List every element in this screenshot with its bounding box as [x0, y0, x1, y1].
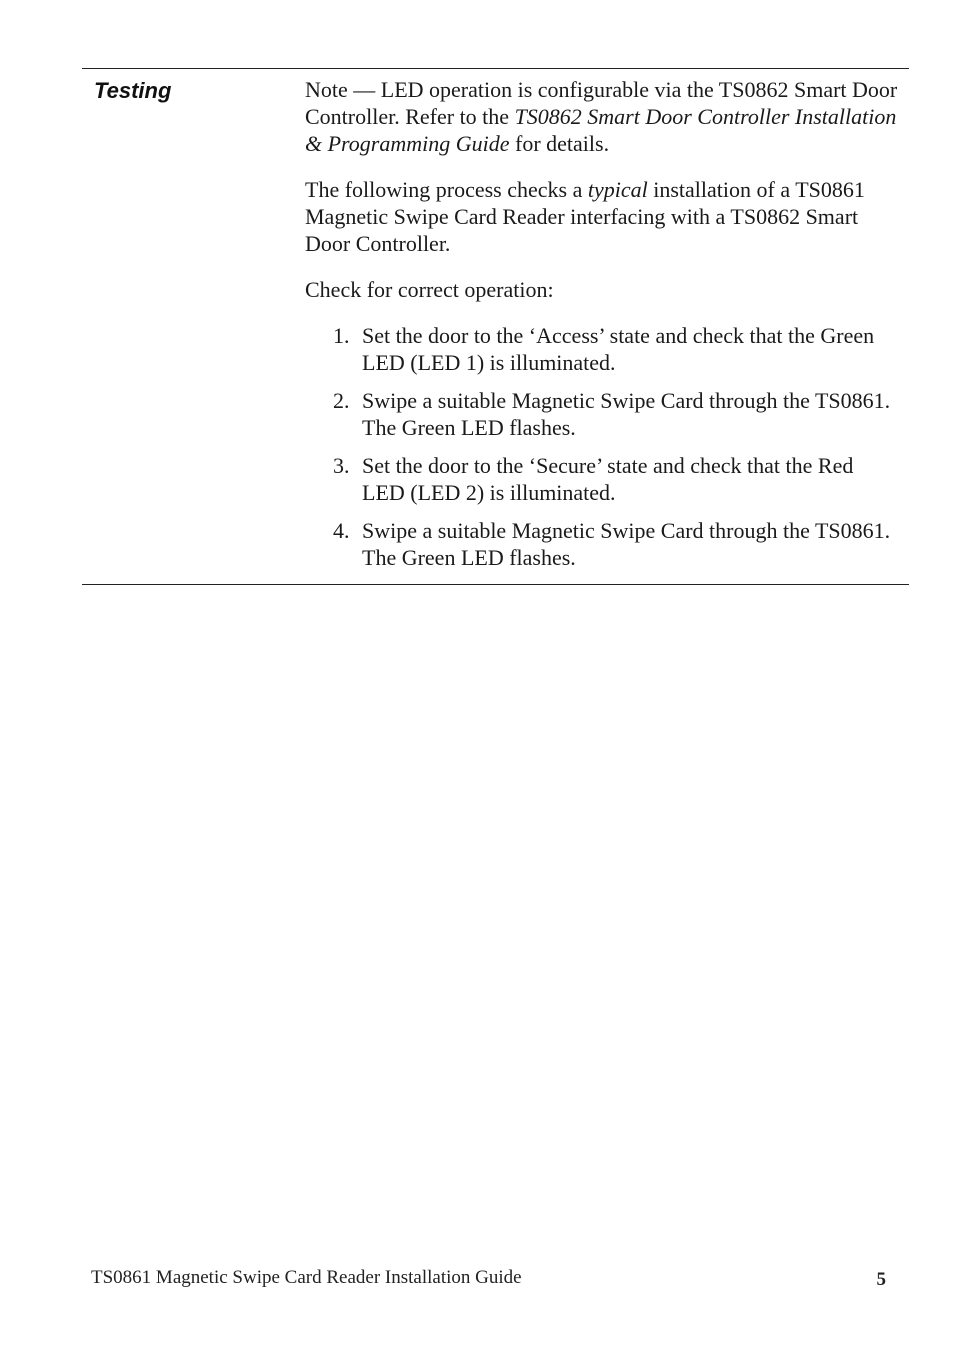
list-item: [305, 322, 901, 376]
page-number: 5: [876, 1269, 886, 1290]
note-tail: for details.: [509, 131, 610, 156]
section-heading: Testing: [94, 78, 172, 103]
intro-emphasis: typical: [587, 177, 648, 202]
guide-title: TS0862 Smart Door Controller Installation & Programming Guide: [305, 104, 897, 156]
footer-title: TS0861 Magnetic Swipe Card Reader Installation Guide: [91, 1267, 522, 1288]
steps-list: [305, 322, 901, 571]
intro-tail: installation of a TS0861 Magnetic Swipe Card Reader interfacing with a TS0862 Smart Door Controller.: [305, 177, 865, 256]
step-number: 4.: [333, 518, 350, 543]
check-paragraph: Check for correct operation:: [305, 277, 554, 302]
list-item: [305, 517, 901, 571]
intro-paragraph: [305, 176, 901, 257]
list-item: [305, 387, 901, 441]
list-item: [305, 452, 901, 506]
step-number: 2.: [333, 388, 350, 413]
step-text: Swipe a suitable Magnetic Swipe Card through the TS0861. The Green LED flashes.: [362, 388, 891, 440]
step-text: Swipe a suitable Magnetic Swipe Card through the TS0861. The Green LED flashes.: [362, 518, 891, 570]
step-number: 3.: [333, 453, 350, 478]
step-number: 1.: [333, 323, 350, 348]
step-text: Set the door to the ‘Secure’ state and check that the Red LED (LED 2) is illuminated.: [362, 453, 854, 505]
bottom-rule: [82, 584, 909, 585]
step-text: Set the door to the ‘Access’ state and check that the Green LED (LED 1) is illuminated.: [362, 323, 875, 375]
intro-lead: The following process checks a: [305, 177, 588, 202]
section-body: [305, 76, 901, 582]
note-lead: Note — LED operation is configurable via the TS0862 Smart Door Controller. Refer to the: [305, 77, 898, 129]
note-paragraph: [305, 76, 901, 157]
top-rule: [82, 68, 909, 69]
